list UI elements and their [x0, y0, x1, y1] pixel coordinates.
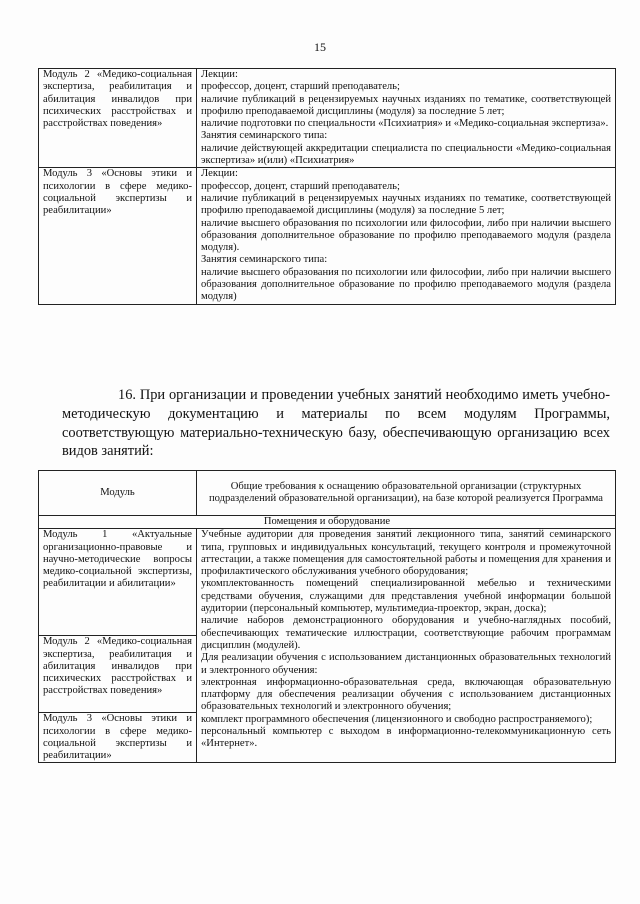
- module-cell: Модуль 2 «Медико-социальная экспертиза, реабилитация и абилитация инвалидов при психических расстройствах и расстройствах поведения»: [39, 636, 197, 713]
- requirement-line: персональный компьютер с выходом в информационно-телекоммуникационную сеть «Интернет».: [201, 726, 611, 750]
- module-cell: Модуль 3 «Основы этики и психологии в сфере медико-социальной экспертизы и реабилитации»: [39, 168, 197, 304]
- requirements-cell: [197, 529, 616, 763]
- requirement-line: наличие действующей аккредитации специалиста по специальности «Медико-социальная экспертиза» и(или) «Психиатрия»: [201, 142, 611, 167]
- requirements-cell: [197, 168, 616, 304]
- module-cell: Модуль 3 «Основы этики и психологии в сфере медико-социальной экспертизы и реабилитации»: [39, 713, 197, 763]
- column-header-module: Модуль: [39, 471, 197, 516]
- requirement-line: Лекции:: [201, 168, 238, 180]
- page-number: 15: [314, 40, 326, 54]
- table-row: [39, 168, 616, 304]
- column-header-requirements: Общие требования к оснащению образовательной организации (структурных подразделений образовательной организации), на базе которой реализуется Программа: [197, 471, 616, 516]
- requirement-line: наличие высшего образования по психологии или философии, либо при наличии высшего образования дополнительное образование по профилю преподаваемого модуля (раздела модуля): [201, 266, 611, 303]
- staff-requirements-table: [38, 68, 616, 305]
- requirement-line: профессор, доцент, старший преподаватель;: [201, 180, 400, 192]
- requirement-line: Лекции:: [201, 69, 238, 80]
- requirement-line: Занятия семинарского типа:: [201, 130, 328, 142]
- requirements-cell: [197, 69, 616, 168]
- requirement-line: комплект программного обеспечения (лицензионного и свободно распространяемого);: [201, 713, 593, 725]
- requirement-line: Занятия семинарского типа:: [201, 254, 328, 266]
- requirement-line: наличие высшего образования по психологии или философии, либо при наличии высшего образования дополнительное образование по профилю преподаваемого модуля (раздела модуля).: [201, 217, 611, 254]
- table-row: [39, 69, 616, 168]
- table-row: [39, 529, 616, 636]
- section-title: Помещения и оборудование: [39, 516, 616, 529]
- equipment-table: [38, 470, 616, 763]
- requirement-line: укомплектованность помещений специализированной мебелью и техническими средствами обучения, служащими для представления учебной информации большой аудитории (персональный компьютер, мультимедиа-проектор, экран, доска);: [201, 578, 611, 615]
- module-cell: Модуль 1 «Актуальные организационно-правовые и научно-методические вопросы медико-социальной экспертизы, реабилитации и абилитации»: [39, 529, 197, 636]
- requirement-line: профессор, доцент, старший преподаватель;: [201, 81, 400, 93]
- requirement-line: Учебные аудитории для проведения занятий лекционного типа, занятий семинарского типа, групповых и индивидуальных консультаций, текущего контроля и промежуточной аттестации, а также помещения для самостоятельной работы и помещения для хранения и профилактического обслуживания учебного оборудования;: [201, 529, 611, 578]
- requirement-line: наличие публикаций в рецензируемых научных изданиях по тематике, соответствующей профилю преподаваемой дисциплины (модуля) за последние 5 лет;: [201, 93, 611, 117]
- requirement-line: наличие подготовки по специальности «Психиатрия» и «Медико-социальная экспертиза».: [201, 118, 609, 130]
- paragraph-16: 16. При организации и проведении учебных занятий необходимо иметь учебно-методическую документацию и материалы по всем модулям Программы, соответствующую материально-техническую базу, обеспечивающую организацию всех видов занятий:: [62, 387, 610, 460]
- requirement-line: наличие публикаций в рецензируемых научных изданиях по тематике, соответствующей профилю преподаваемой дисциплины (модуля) за последние 5 лет;: [201, 192, 611, 217]
- requirement-line: Для реализации обучения с использованием дистанционных образовательных технологий и электронного обучения:: [201, 652, 611, 676]
- requirement-line: электронная информационно-образовательная среда, включающая образовательную платформу для обеспечения реализации обучения с использованием дистанционных образовательных технологий и электронного обучения;: [201, 676, 611, 713]
- table-header-row: [39, 471, 616, 516]
- module-cell: Модуль 2 «Медико-социальная экспертиза, реабилитация и абилитация инвалидов при психических расстройствах и расстройствах поведения»: [39, 69, 197, 168]
- requirement-line: наличие наборов демонстрационного оборудования и учебно-наглядных пособий, обеспечивающих тематические иллюстрации, соответствующие рабочим программам дисциплин (модулей).: [201, 615, 611, 651]
- section-row: [39, 516, 616, 529]
